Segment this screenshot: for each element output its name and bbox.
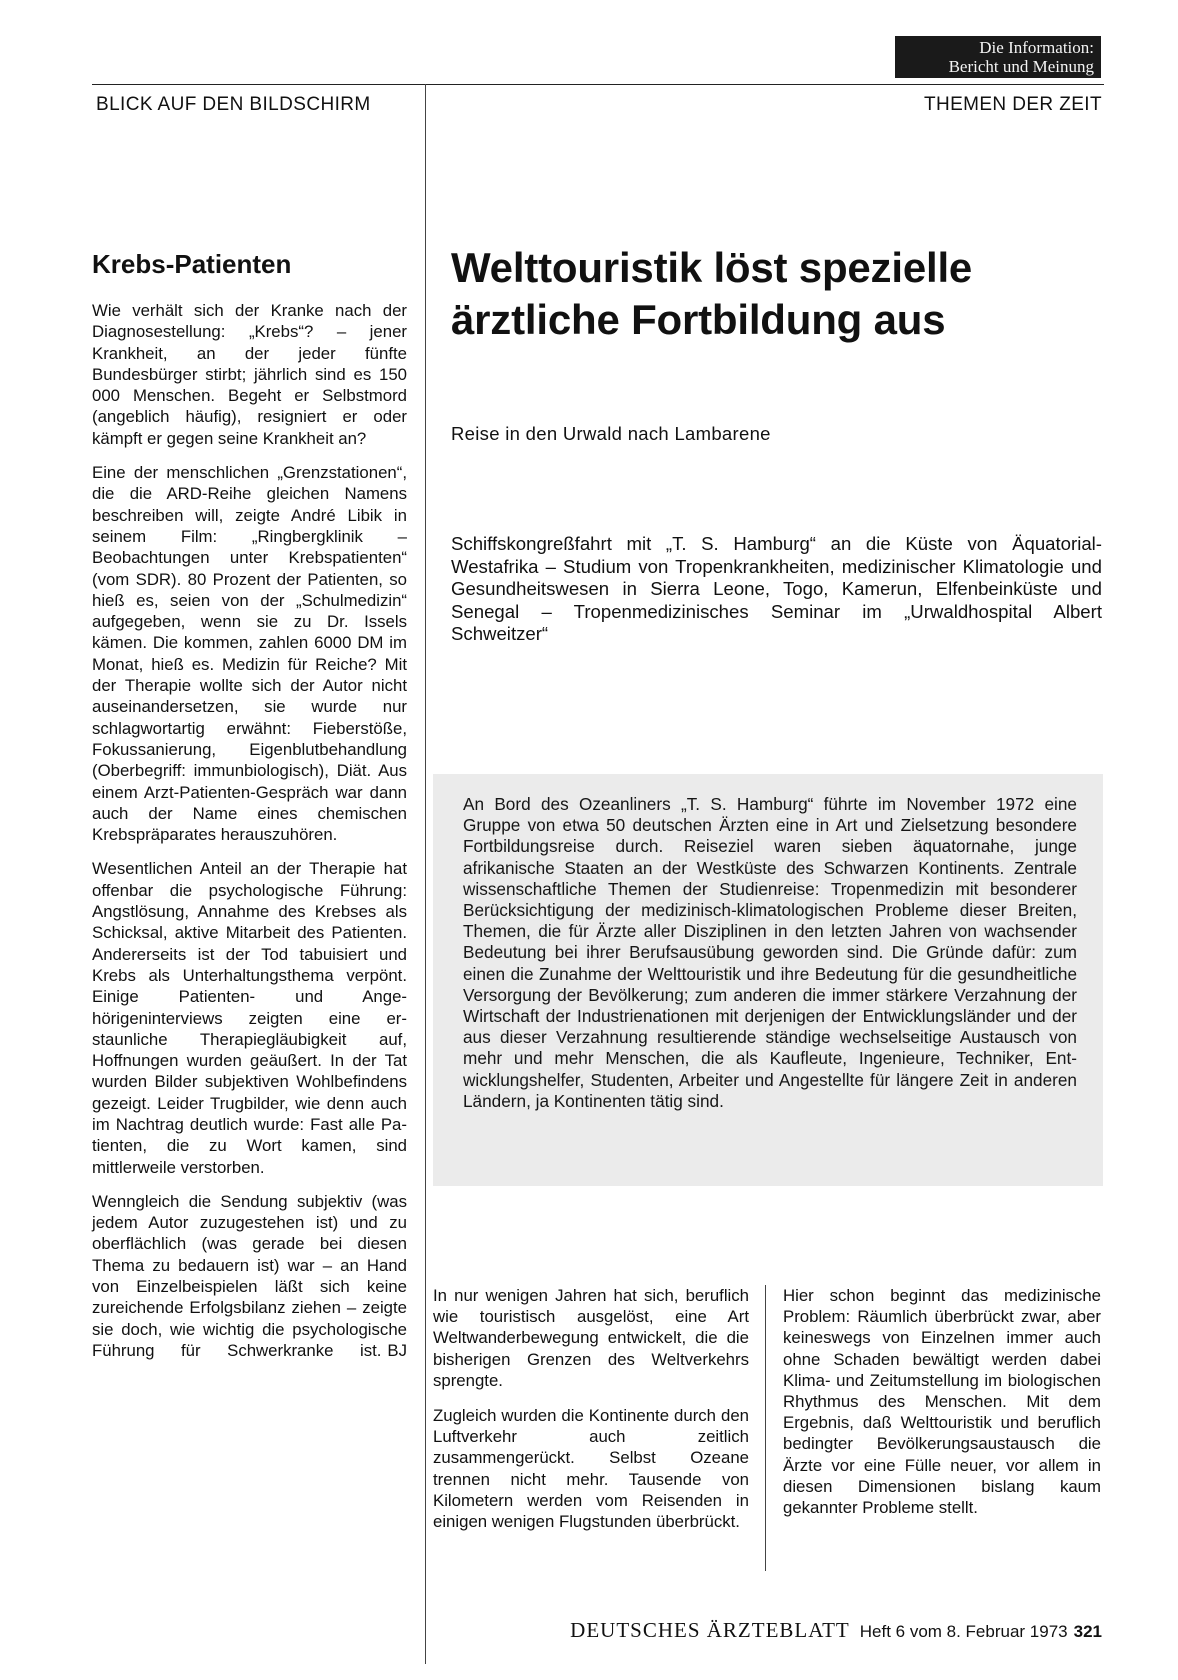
article-column-divider [765,1285,766,1571]
article-column-1 [433,1285,749,1546]
sidebar-paragraph-last [92,1191,407,1361]
sidebar-column [92,248,407,1374]
author-signature: BJ [387,1340,407,1360]
article-paragraph: Zugleich wurden die Kontinente durch den Luftverkehr auch zeitlich zusammengerückt. Selbst Ozeane trennen nicht mehr. Tausende von Kilometern werden vom Reisenden in einigen wenigen Flugstunden überbrückt. [433,1406,749,1532]
highlight-box-text: An Bord des Ozeanliners „T. S. Hamburg“ führte im November 1972 eine Gruppe von etwa 50 deutschen Ärzten eine in Art und Zielsetzung besondere Fortbildungsreise durch. Reiseziel waren sieben äquatornahe, junge afrikanische Staaten an der Westküste des Schwarzen Kontinents. Zentrale wissenschaftliche Themen der Studienreise: Tropenmedizin mit besonderer Berücksichtigung der medizinisch-klimatologischen Probleme dieser Breiten, Themen, die für Ärzte aller Disziplinen in den letzten Jahren von wachsender Bedeutung bei ihrer Berufsausübung geworden sind. Die Gründe dafür: zum einen die Zunahme der Welttouristik und ihre Bedeutung für die gesundheitliche Versorgung der Bevölkerung; zum anderen die immer stärkere Verzahnung der Wirtschaft der Industrienationen mit derjenigen der Entwicklungsländer und der aus dieser Verzahnung resultierende ständige wechselseitige Austausch von mehr und mehr Menschen, die als Kaufleute, Ingenieure, Techniker, Entwicklungshelfer, Studenten, Arbeiter und Angestellte für längere Zeit in anderen Ländern, ja Kontinenten tätig sind. [463,794,1077,1111]
article-paragraph: In nur wenigen Jahren hat sich, beruflich wie touristisch ausgelöst, eine Art Weltwanderbewegung entwickelt, die die bisherigen Grenzen des Weltverkehrs sprengte. [433,1286,749,1390]
header-rule [92,84,1104,85]
sidebar-last-text: Wenngleich die Sendung subjektiv (was jedem Autor zuzugestehen ist) und zu oberflächlich (was gerade bei diesen Thema zu bedauern ist) war – an Hand von Einzelbeispielen läßt sich keine zureichende Erfolgsbilanz ziehen – zeigte sie doch, wie wichtig die psychologische Führung für Schwerkranke ist. [92,1191,407,1360]
rubric-badge [895,36,1101,78]
article-intro: Schiffskongreßfahrt mit „T. S. Hamburg“ an die Küste von Äquatorial-Westafrika – Studium von Tropenkrankheiten, medizinischer Klimatologie und Gesundheitswesen in Sierra Leone, Togo, Kamerun, Elfenbeinküste und Senegal – Tropenmedizinisches Seminar im „Urwaldhospital Albert Schweitzer“ [451,533,1102,645]
article-paragraph: Hier schon beginnt das medizinische Problem: Räumlich überbrückt zwar, aber keineswegs von Einzelnen immer auch ohne Schaden bewältigt werden dabei Klima- und Zeitumstellung im biologischen Rhythmus des Menschen. Mit dem Ergebnis, daß Welttouristik und beruflich bedingter Bevölkerungsaustausch die Ärzte vor eine Fülle neuer, vor allem in diesen Dimensionen bislang kaum gekannter Probleme stellt. [783,1286,1101,1518]
rubric-badge-line-2: Bericht und Meinung [948,57,1094,76]
sidebar-paragraph: Wie verhält sich der Kranke nach der Diagnosestellung: „Krebs“? – jener Krankheit, an der jeder fünfte Bundesbürger stirbt; jährlich sind es 150 000 Menschen. Begeht er Selbstmord (angeblich häufig), resigniert er oder kämpft er gegen seine Krankheit an? [92,301,407,448]
page-footer [570,1618,1102,1643]
sidebar-title: Krebs-Patienten [92,249,292,279]
column-divider [425,84,426,1664]
sidebar-paragraph: Eine der menschlichen „Grenzstationen“, die die ARD-Reihe gleichen Namens beschreiben will, zeigte André Libik in seinem Film: „Ringbergklinik – Beobachtungen unter Krebspatienten“ (vom SDR). 80 Prozent der Patienten, so hieß es, seien von der „Schulmedizin“ aufgegeben, wenn sie zu Dr. Issels kämen. Die kommen, zahlen 6000 DM im Monat, hieß es. Medizin für Reiche? Mit der Therapie wollte sich der Autor nicht auseinandersetzen, sie wurde nur schlagwortartig erwähnt: Fieberstöße, Fokussanierung, Eigenblutbehandlung (Oberbegriff: immunbiologisch), Diät. Aus einem Arzt-Patienten-Gespräch war dann auch der Name eines chemischen Krebspräparates herauszuhören. [92,463,407,845]
rubric-badge-line-1: Die Information: [979,38,1094,57]
article-subtitle: Reise in den Urwald nach Lambarene [451,423,771,444]
section-label-left: BLICK AUF DEN BILDSCHIRM [96,94,371,115]
journal-name: DEUTSCHES ÄRZTEBLATT [570,1618,850,1642]
section-label-right: THEMEN DER ZEIT [923,94,1102,115]
article-headline: Welttouristik löst spezielle ärztliche Fortbildung aus [451,244,973,343]
article-column-2 [783,1285,1101,1532]
page-number: 321 [1073,1622,1102,1641]
issue-info: Heft 6 vom 8. Februar 1973 [859,1622,1068,1641]
sidebar-paragraph: Wesentlichen Anteil an der Therapie hat offenbar die psychologische Führung: Angstlösung, Annahme des Krebses als Schicksal, aktive Mitarbeit des Patienten. Andererseits ist der Tod tabuisiert und Krebs als Unterhaltungsthema verpönt. Einige Patienten- und Angehörigeninterviews zeigten eine erstaunliche Therapiegläubigkeit auf, Hoffnungen wurden geäußert. In der Tat wurden Bilder subjektiven Wohlbefindens gezeigt. Leider Trugbilder, wie denn auch im Nachtrag deutlich wurde: Fast alle Patienten, die zu Wort kamen, sind mittlerweile verstorben. [92,859,407,1177]
